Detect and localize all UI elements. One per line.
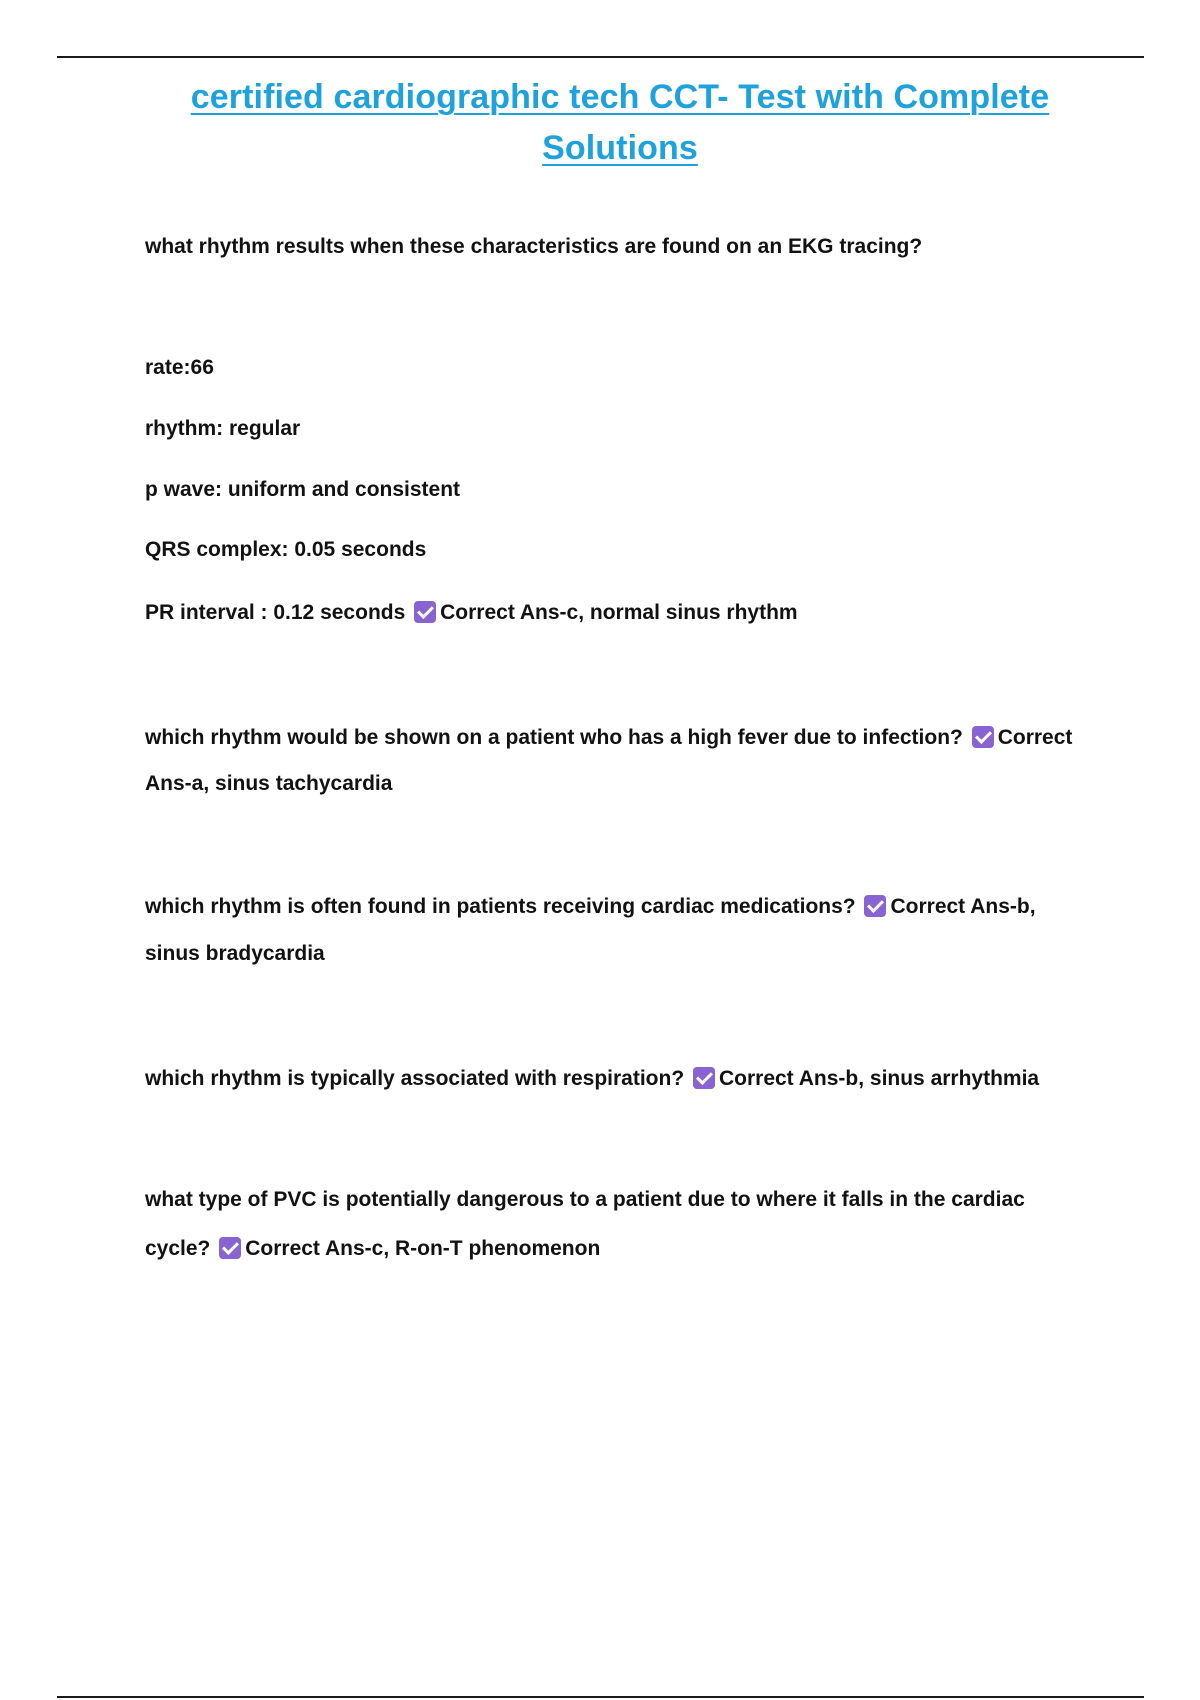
bottom-rule (57, 1696, 1144, 1698)
question-1-detail-p-wave: p wave: uniform and consistent (145, 478, 461, 501)
question-2-answer-part1: Correct (997, 726, 1073, 749)
question-2-answer-part2: Ans-a, sinus tachycardia (145, 772, 393, 795)
document-title: certified cardiographic tech CCT- Test with Complete Solutions (190, 78, 1050, 167)
question-3-line (145, 893, 1036, 921)
checkbox-checked-icon (414, 601, 436, 623)
question-4-text: which rhythm is typically associated with respiration? (145, 1067, 685, 1090)
checkbox-checked-icon (693, 1067, 715, 1089)
question-5-line2 (145, 1235, 600, 1263)
question-5-text-part2: cycle? (145, 1237, 211, 1260)
question-1-answer: Correct Ans-c, normal sinus rhythm (440, 601, 798, 624)
question-4-answer: Correct Ans-b, sinus arrhythmia (718, 1067, 1040, 1090)
question-1-detail-rate: rate:66 (145, 356, 214, 379)
checkbox-checked-icon (219, 1237, 241, 1259)
question-5-answer: Correct Ans-c, R-on-T phenomenon (245, 1237, 601, 1260)
question-2-line (145, 724, 1072, 752)
question-1-answer-line (145, 599, 798, 627)
question-1-text: what rhythm results when these characteristics are found on an EKG tracing? (145, 235, 923, 258)
question-3-answer-part2: sinus bradycardia (145, 942, 325, 965)
question-2-text: which rhythm would be shown on a patient who has a high fever due to infection? (145, 726, 963, 749)
checkbox-checked-icon (864, 895, 886, 917)
question-5-text-part1: what type of PVC is potentially dangerous to a patient due to where it falls in the cardiac (145, 1188, 1025, 1211)
question-1-detail-qrs: QRS complex: 0.05 seconds (145, 538, 427, 561)
question-4-line (145, 1065, 1039, 1093)
question-1-detail-pr: PR interval : 0.12 seconds (145, 601, 406, 624)
question-3-text: which rhythm is often found in patients receiving cardiac medications? (145, 895, 856, 918)
top-rule (57, 56, 1144, 58)
question-1-detail-rhythm: rhythm: regular (145, 417, 301, 440)
checkbox-checked-icon (972, 726, 994, 748)
question-3-answer-part1: Correct Ans-b, (890, 895, 1036, 918)
